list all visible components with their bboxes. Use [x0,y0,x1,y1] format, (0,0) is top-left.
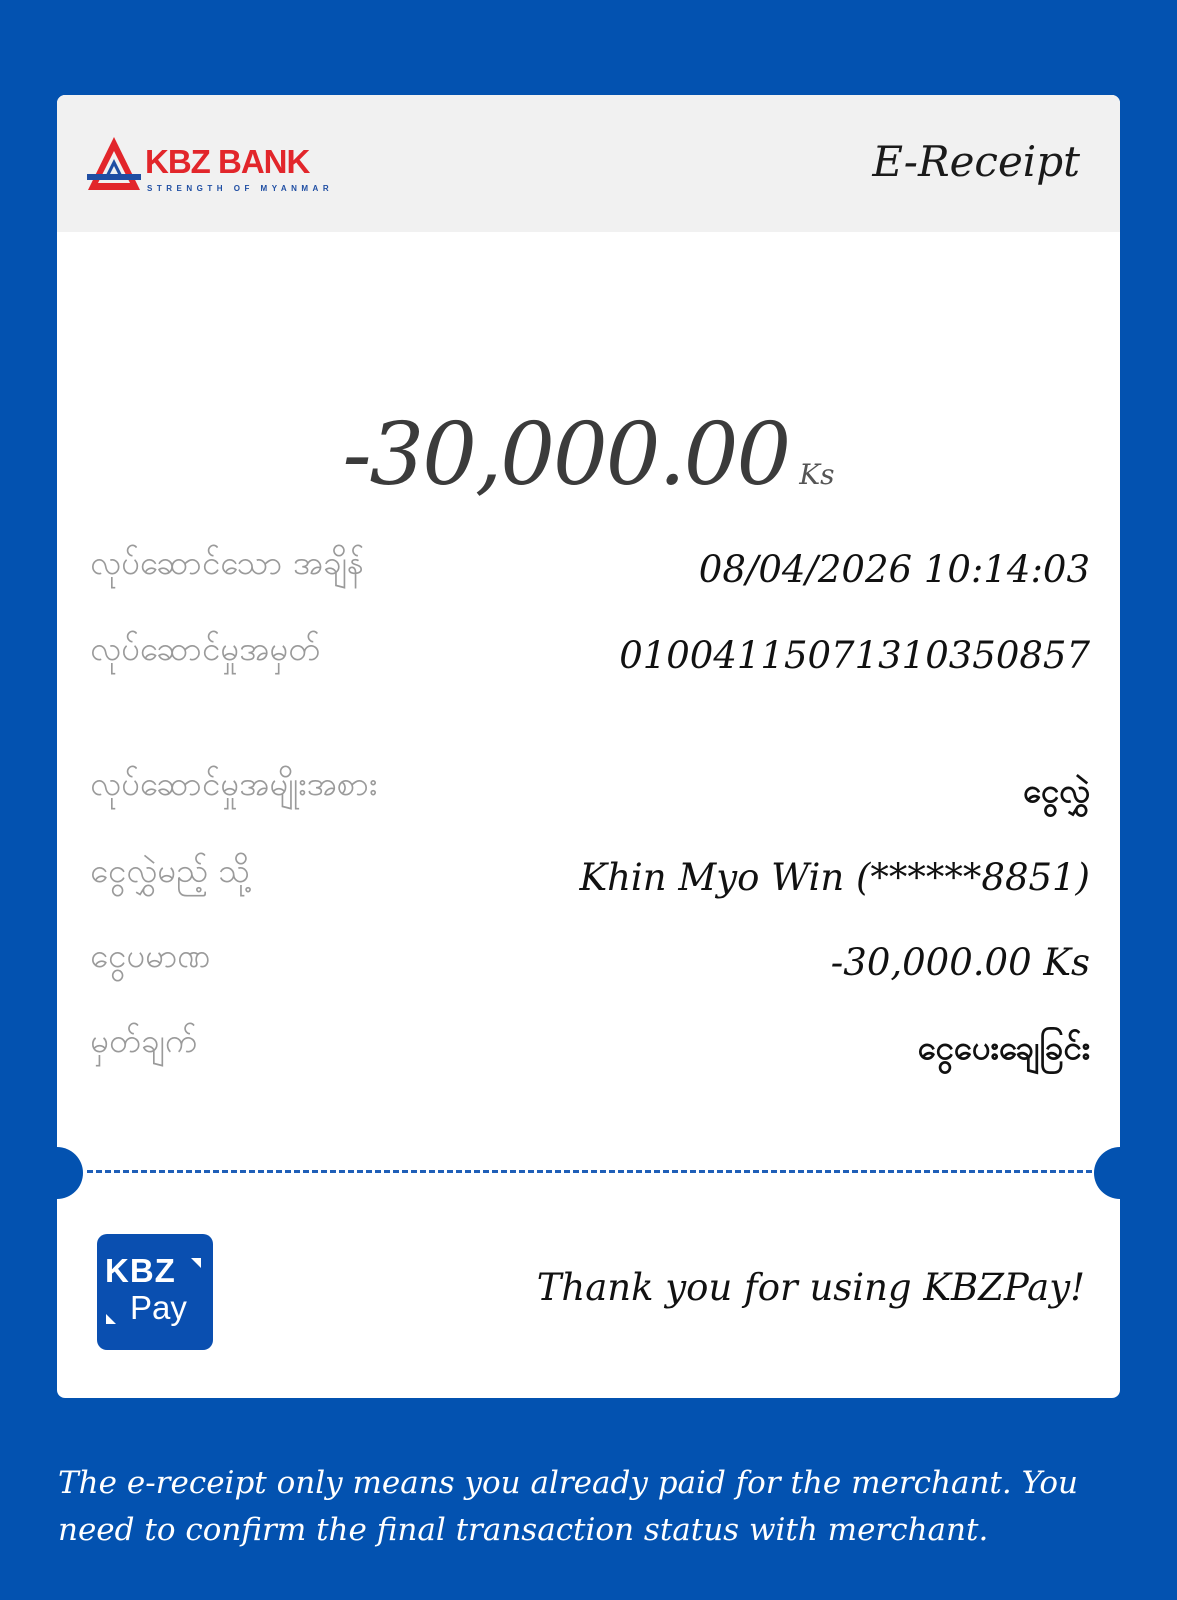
ticket-notch-left [57,1147,83,1199]
detail-label: လုပ်ဆောင်သော အချိန် [90,543,364,582]
detail-value: ငွေလွှဲ [1022,771,1090,810]
detail-value: ငွေပေးချေခြင်း [917,1028,1090,1067]
detail-value: 08/04/2026 10:14:03 [698,548,1090,591]
kbz-triangle-icon [87,135,143,195]
receipt-card [57,95,1120,1398]
detail-value: 01004115071310350857 [619,634,1090,677]
kbz-bank-logo [87,135,347,197]
ticket-notch-right [1094,1147,1120,1199]
detail-label: ငွေပမာဏ [90,936,211,975]
detail-label: လုပ်ဆောင်မှုအမျိုးအစား [90,764,378,803]
amount-display [57,405,1120,505]
disclaimer-note: The e-receipt only means you already paid for the merchant. You need to confirm the final transaction status with merchant. [58,1465,1078,1548]
detail-value: -30,000.00 Ks [830,941,1090,984]
dashed-divider [87,1170,1092,1173]
detail-label: ငွေလွှဲမည့် သို့ [90,851,251,890]
kbzpay-logo [97,1234,213,1350]
amount-unit: Ks [799,458,835,491]
amount-value: -30,000.00 [342,405,790,505]
thank-you-message: Thank you for using KBZPay! [536,1266,1085,1309]
detail-value: Khin Myo Win (******8851) [579,856,1090,899]
detail-label: မှတ်ချက် [90,1021,198,1060]
bank-name: KBZ BANK [145,143,310,180]
bank-tagline: STRENGTH OF MYANMAR [147,184,334,193]
receipt-header [57,95,1120,232]
corner-mark-icon [191,1258,201,1268]
page-title: E-Receipt [872,137,1080,186]
kbzpay-logo-kbz: KBZ [105,1252,176,1289]
kbzpay-logo-pay: Pay [130,1289,187,1326]
detail-label: လုပ်ဆောင်မှုအမှတ် [90,629,321,668]
corner-mark-icon [106,1314,116,1324]
